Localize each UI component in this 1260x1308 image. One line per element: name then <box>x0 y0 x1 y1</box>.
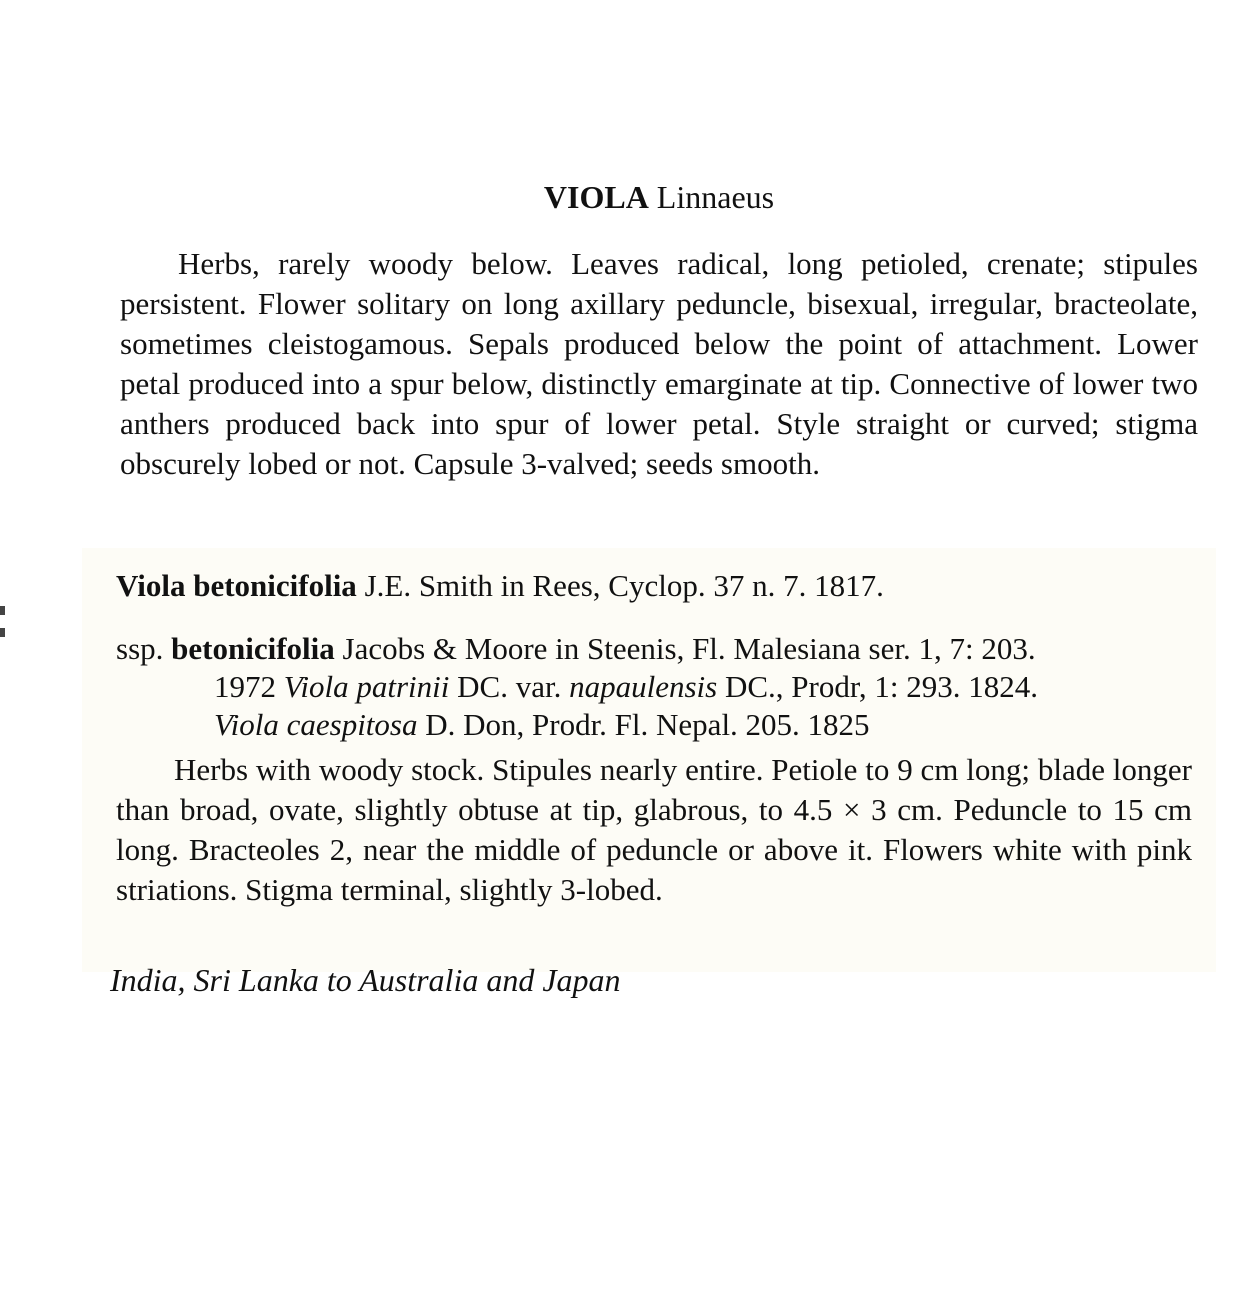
synonym-1-variety: napaulensis <box>569 669 718 704</box>
synonym-2-name: Viola caespitosa <box>214 707 418 742</box>
genus-heading <box>0 178 1260 216</box>
synonym-1-citation: DC., Prodr, 1: 293. 1824. <box>724 669 1039 704</box>
species-citation: J.E. Smith in Rees, Cyclop. 37 n. 7. 1817. <box>364 568 884 603</box>
subspecies-year: 1972 <box>214 669 276 704</box>
subspecies-line-2 <box>116 668 1192 706</box>
genus-author: Linnaeus <box>656 179 775 215</box>
synonym-1-author: DC. var. <box>457 669 562 704</box>
distribution-text: India, Sri Lanka to Australia and Japan <box>110 962 621 998</box>
genus-name: VIOLA <box>543 179 649 215</box>
subspecies-line-1 <box>116 630 1192 668</box>
subspecies-description: Herbs with woody stock. Stipules nearly entire. Petiole to 9 cm long; blade longer than broad, ovate, slightly obtuse at tip, glabrous, to 4.5 × 3 cm. Peduncle to 15 cm long. Bracteoles 2, near the middle of peduncle or above it. Flowers white with pink striations. Stigma terminal, slightly 3-lobed. <box>116 752 1192 907</box>
species-entry <box>116 566 1196 606</box>
scan-edge-mark <box>0 606 5 615</box>
subspecies-name: betonicifolia <box>171 631 335 666</box>
subspecies-citation: Jacobs & Moore in Steenis, Fl. Malesiana ser. 1, 7: 203. <box>342 631 1036 666</box>
subspecies-prefix: ssp. <box>116 631 164 666</box>
scan-edge-mark <box>0 628 5 637</box>
synonym-2-citation: D. Don, Prodr. Fl. Nepal. 205. 1825 <box>425 707 870 742</box>
species-name: Viola betonicifolia <box>116 568 357 603</box>
synonym-1-name: Viola patrinii <box>283 669 450 704</box>
genus-description: Herbs, rarely woody below. Leaves radical, long petioled, crenate; stipules persistent. Flower solitary on long axillary peduncle, bisexual, irregular, bracteolate, sometimes cleistogamous. Sepals produced below the point of attachment. Lower petal produced into a spur below, distinctly emarginate at tip. Connective of lower two anthers produced back into spur of lower petal. Style straight or curved; stigma obscurely lobed or not. Capsule 3-valved; seeds smooth. <box>120 246 1198 481</box>
subspecies-entry <box>116 630 1192 744</box>
subspecies-line-3 <box>116 706 1192 744</box>
